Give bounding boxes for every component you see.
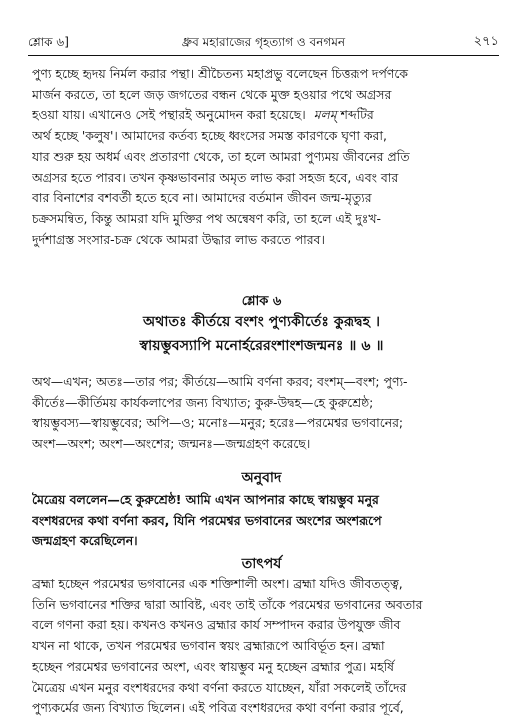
- header-rule: [28, 55, 499, 56]
- purport-line: তিনি ভগবানের শক্তির দ্বারা আবিষ্ট, এবং তাই তাঁকে পরমেশ্বর ভগবানের অবতার: [32, 596, 423, 612]
- purport-line: পুণ্যকর্মের জন্য বিখ্যাত ছিলেন। এই পবিত্র বংশধরদের কথা বর্ণনা করার পূর্বে,: [32, 700, 404, 716]
- text-line: পুণ্য হচ্ছে হৃদয় নির্মল করার পন্থা। শ্রীচৈতন্য মহাপ্রভু বলেছেন চিত্তরূপ দর্পণকে: [32, 66, 408, 81]
- text-line: যার শুরু হয় অধর্ম এবং প্রতারণা থেকে, তা হলে আমরা পুণ্যময় জীবনের প্রতি: [32, 148, 410, 164]
- chapter-reference: শ্লোক ৬]: [28, 35, 69, 49]
- verse-line-1: অথাতঃ কীর্তয়ে বংশং পুণ্যকীর্তেঃ কুরূদ্বহ ।: [142, 314, 381, 330]
- synonyms-paragraph: [32, 372, 499, 455]
- text-line: চক্রসমন্বিত, কিন্তু আমরা যদি মুক্তির পথ অন্বেষণ করি, তা হলে এই দুঃখ-: [32, 210, 381, 226]
- running-header: [28, 33, 499, 51]
- purport-line: হচ্ছেন পরমেশ্বর ভগবানের অংশ, এবং স্বায়ম্ভুব মনু হচ্ছেন ব্রহ্মার পুত্র। মহর্ষি: [32, 658, 395, 674]
- translation-line: মৈত্রেয় বললেন—হে কুরুশ্রেষ্ঠ! আমি এখন আপনার কাছে স্বায়ম্ভুব মনুর: [32, 492, 379, 507]
- translation-line: জন্মগ্রহণ করেছিলেন।: [32, 533, 138, 549]
- verse-line-2: স্বায়ম্ভুবস্যাপি মনোর্হরেরংশাংশজন্মনঃ ॥ ৬ ॥: [139, 338, 384, 354]
- translation-line: বংশধরদের কথা বর্ণনা করব, যিনি পরমেশ্বর ভগবানের অংশের অংশরূপে: [32, 512, 382, 528]
- purport-paragraph: [32, 574, 499, 719]
- verse-heading: শ্লোক ৬: [241, 294, 282, 309]
- text-line: বার বিনাশের বশবর্তী হতে হবে না। আমাদের বর্তমান জীবন জন্ম-মৃত্যুর: [32, 190, 372, 206]
- text-line: অর্থ হচ্ছে 'কলুষ'। আমাদের কর্তব্য হচ্ছে ধ্বংসের সমস্ত কারণকে ঘৃণা করা,: [32, 128, 387, 144]
- synonym-line: কীর্তেঃ—কীর্তিময় কার্যকলাপের জন্য বিখ্যাত; কুরু-উদ্বহ—হে কুরুশ্রেষ্ঠ;: [32, 394, 374, 410]
- purport-line: বলে গণনা করা হয়। কখনও কখনও ব্রহ্মার কার্য সম্পাদন করার উপযুক্ত জীব: [32, 617, 401, 633]
- translation-heading: অনুবাদ: [241, 470, 282, 486]
- running-title: ধ্রুব মহারাজের গৃহত্যাগ ও বনগমন: [181, 35, 346, 49]
- synonym-line: অথ—এখন; অতঃ—তার পর; কীর্তয়ে—আমি বর্ণনা করব; বংশম্—বংশ; পুণ্য-: [32, 374, 408, 389]
- text-line: হওয়া যায়। এখানেও সেই পন্থারই অনুমোদন করা হয়েছে। মলম্ শব্দটির: [32, 107, 374, 123]
- translation-paragraph: [32, 490, 499, 552]
- text-line: অগ্রসর হতে পারব। তখন কৃষ্ণভাবনার অমৃত লাভ করা সহজ হবে, এবং বার: [32, 169, 399, 185]
- purport-line: মৈত্রেয় এখন মনুর বংশধরদের কথা বর্ণনা করতে যাচ্ছেন, যাঁরা সকলেই তাঁদের: [32, 679, 407, 695]
- sanskrit-term: মলম্: [313, 107, 337, 123]
- purport-line: যখন না থাকে, তখন পরমেশ্বর ভগবান স্বয়ং ব্রহ্মারূপে আবির্ভূত হন। ব্রহ্মা: [32, 638, 385, 654]
- text-line: দুর্দশাগ্রস্ত সংসার-চক্র থেকে আমরা উদ্ধার লাভ করতে পারব।: [32, 231, 325, 247]
- text-line: মার্জন করতে, তা হলে জড় জগতের বন্ধন থেকে মুক্ত হওয়ার পথে অগ্রসর: [32, 86, 392, 102]
- purport-line: ব্রহ্মা হচ্ছেন পরমেশ্বর ভগবানের এক শক্তিশালী অংশ। ব্রহ্মা যদিও জীবতত্ত্ব,: [32, 576, 403, 591]
- synonym-line: অংশ—অংশ; অংশ—অংশের; জন্মনঃ—জন্মগ্রহণ করেছে।: [32, 436, 311, 452]
- synonym-line: স্বায়ম্ভুবস্য—স্বায়ম্ভুবের; অপি—ও; মনোঃ—মনুর; হরেঃ—পরমেশ্বর ভগবানের;: [32, 415, 404, 431]
- purport-heading: তাৎপর্য: [241, 556, 282, 572]
- intro-paragraph: [32, 64, 499, 250]
- page-number: ২৭১: [473, 34, 499, 49]
